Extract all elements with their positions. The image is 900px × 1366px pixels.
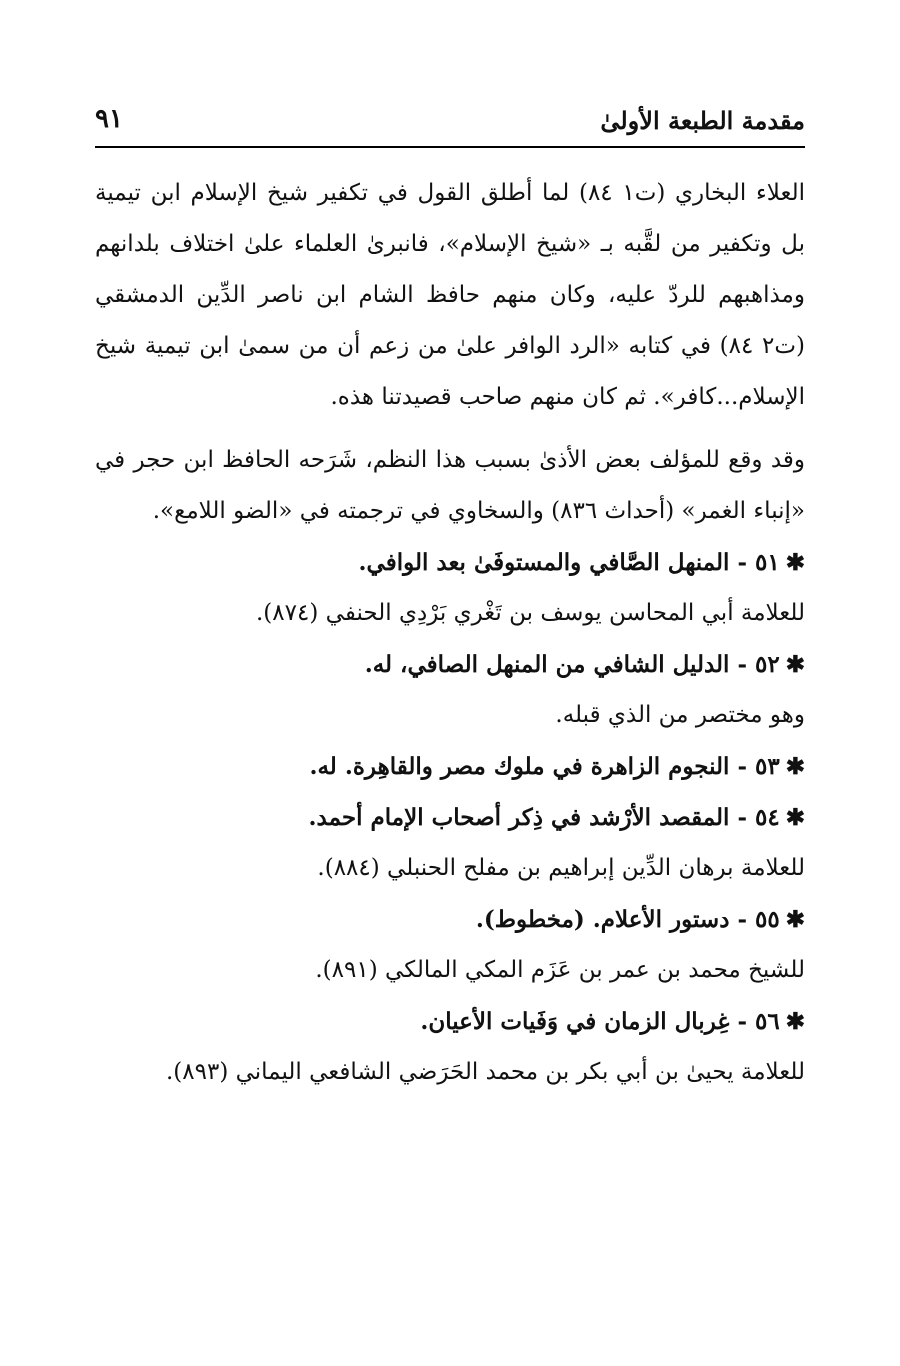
asterisk-icon: ✱ xyxy=(785,1008,805,1035)
entry-note: للعلامة أبي المحاسن يوسف بن تَغْري بَرْدِي الحنفي (٨٧٤). xyxy=(256,600,805,626)
entry-heading xyxy=(95,996,805,1047)
entry-title: ٥٤ - المقصد الأرْشد في ذِكر أصحاب الإمام أحمد. xyxy=(308,804,780,831)
entry-heading xyxy=(95,639,805,690)
asterisk-icon: ✱ xyxy=(785,753,805,780)
entry-title: ٥١ - المنهل الصَّافي والمستوفَىٰ بعد الوافي. xyxy=(358,549,780,576)
entry-note: للعلامة برهان الدِّين إبراهيم بن مفلح الحنبلي (٨٨٤). xyxy=(317,855,805,881)
entry-note: وهو مختصر من الذي قبله. xyxy=(555,702,805,728)
running-head-title: مقدمة الطبعة الأولىٰ xyxy=(600,106,805,135)
page-number: ٩١ xyxy=(95,104,123,134)
entry-53 xyxy=(95,741,805,792)
entry-heading xyxy=(95,741,805,792)
header-rule xyxy=(95,146,805,148)
entry-heading xyxy=(95,792,805,843)
entry-title: ٥٦ - غِربال الزمان في وَفَيات الأعيان. xyxy=(420,1008,780,1035)
asterisk-icon: ✱ xyxy=(785,651,805,678)
paragraph-2: وقد وقع للمؤلف بعض الأذىٰ بسبب هذا النظم، شَرَحه الحافظ ابن حجر في «إنباء الغمر» (أحداث ٨٣٦) والسخاوي في ترجمته في «الضو اللامع». xyxy=(95,447,805,524)
asterisk-icon: ✱ xyxy=(785,804,805,831)
asterisk-icon: ✱ xyxy=(785,549,805,576)
entry-51 xyxy=(95,537,805,639)
entry-title: ٥٣ - النجوم الزاهرة في ملوك مصر والقاهِرة. له. xyxy=(309,753,780,780)
page-body xyxy=(95,168,805,1098)
entry-56 xyxy=(95,996,805,1098)
paragraph-1: العلاء البخاري (ت١ ٨٤) لما أطلق القول في تكفير شيخ الإسلام ابن تيمية بل وتكفير من لقَّبه بـ «شيخ الإسلام»، فانبرىٰ العلماء علىٰ اختلاف بلدانهم ومذاهبهم للردّ عليه، وكان منهم حافظ الشام ابن ناصر الدِّين الدمشقي (ت٢ ٨٤) في كتابه «الرد الوافر علىٰ من زعم أن من سمىٰ ابن تيمية شيخ الإسلام...كافر». ثم كان منهم صاحب قصيدتنا هذه. xyxy=(95,180,805,410)
entry-note: للعلامة يحيىٰ بن أبي بكر بن محمد الحَرَضي الشافعي اليماني (٨٩٣). xyxy=(165,1059,805,1085)
entry-heading xyxy=(95,894,805,945)
asterisk-icon: ✱ xyxy=(785,906,805,933)
entry-54 xyxy=(95,792,805,894)
entry-note: للشيخ محمد بن عمر بن عَزَم المكي المالكي (٨٩١). xyxy=(315,957,805,983)
entry-52 xyxy=(95,639,805,741)
running-header xyxy=(95,104,805,140)
entry-title: ٥٢ - الدليل الشافي من المنهل الصافي، له. xyxy=(364,651,780,678)
entry-heading xyxy=(95,537,805,588)
entry-title: ٥٥ - دستور الأعلام. (مخطوط). xyxy=(475,906,780,933)
entry-55 xyxy=(95,894,805,996)
